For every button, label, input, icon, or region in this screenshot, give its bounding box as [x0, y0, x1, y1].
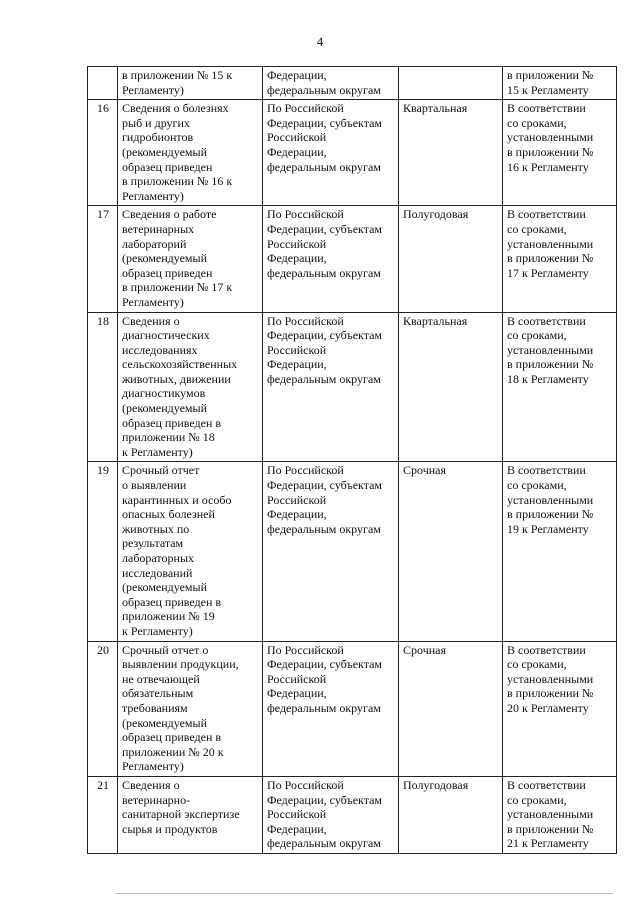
submission-deadline: В соответствии со сроками, установленными в приложении № 16 к Регламенту: [503, 100, 617, 206]
submission-deadline: в приложении № 15 к Регламенту: [503, 67, 617, 100]
row-number: 20: [88, 641, 118, 776]
periodicity: Полугодовая: [399, 206, 503, 312]
table-row: [88, 312, 617, 462]
aggregation-level: Федерации, федеральным округам: [263, 67, 399, 100]
submission-deadline: В соответствии со сроками, установленными в приложении № 18 к Регламенту: [503, 312, 617, 462]
submission-deadline: В соответствии со сроками, установленными в приложении № 21 к Регламенту: [503, 776, 617, 853]
submission-deadline: В соответствии со сроками, установленными в приложении № 19 к Регламенту: [503, 462, 617, 641]
periodicity: Срочная: [399, 641, 503, 776]
periodicity: Полугодовая: [399, 776, 503, 853]
form-name: Сведения о диагностических исследованиях сельскохозяйственных животных, движении диагностикумов (рекомендуемый образец приведен в приложении № 18 к Регламенту): [118, 312, 263, 462]
row-number: 21: [88, 776, 118, 853]
periodicity: [399, 67, 503, 100]
submission-deadline: В соответствии со сроками, установленными в приложении № 17 к Регламенту: [503, 206, 617, 312]
table-row: [88, 100, 617, 206]
aggregation-level: По Российской Федерации, субъектам Российской Федерации, федеральным округам: [263, 641, 399, 776]
form-name: Сведения о болезнях рыб и других гидробионтов (рекомендуемый образец приведен в приложении № 16 к Регламенту): [118, 100, 263, 206]
periodicity: Квартальная: [399, 100, 503, 206]
row-number: 18: [88, 312, 118, 462]
table-row: [88, 462, 617, 641]
aggregation-level: По Российской Федерации, субъектам Российской Федерации, федеральным округам: [263, 100, 399, 206]
form-name: в приложении № 15 к Регламенту): [118, 67, 263, 100]
form-name: Срочный отчет о выявлении продукции, не отвечающей обязательным требованиям (рекомендуемый образец приведен в приложении № 20 к Регламенту): [118, 641, 263, 776]
row-number: [88, 67, 118, 100]
aggregation-level: По Российской Федерации, субъектам Российской Федерации, федеральным округам: [263, 776, 399, 853]
form-name: Сведения о ветеринарно- санитарной экспертизе сырья и продуктов: [118, 776, 263, 853]
form-name: Срочный отчет о выявлении карантинных и особо опасных болезней животных по результатам лабораторных исследований (рекомендуемый образец приведен в приложении № 19 к Регламенту): [118, 462, 263, 641]
form-name: Сведения о работе ветеринарных лабораторий (рекомендуемый образец приведен в приложении № 17 к Регламенту): [118, 206, 263, 312]
reporting-forms-table: [87, 66, 617, 854]
aggregation-level: По Российской Федерации, субъектам Российской Федерации, федеральным округам: [263, 462, 399, 641]
page-number: 4: [316, 34, 324, 49]
row-number: 17: [88, 206, 118, 312]
submission-deadline: В соответствии со сроками, установленными в приложении № 20 к Регламенту: [503, 641, 617, 776]
periodicity: Квартальная: [399, 312, 503, 462]
table-row: [88, 776, 617, 853]
periodicity: Срочная: [399, 462, 503, 641]
bottom-divider: [116, 893, 613, 894]
table-row: [88, 641, 617, 776]
table-row: [88, 206, 617, 312]
row-number: 16: [88, 100, 118, 206]
aggregation-level: По Российской Федерации, субъектам Российской Федерации, федеральным округам: [263, 312, 399, 462]
aggregation-level: По Российской Федерации, субъектам Российской Федерации, федеральным округам: [263, 206, 399, 312]
table-row: [88, 67, 617, 100]
row-number: 19: [88, 462, 118, 641]
